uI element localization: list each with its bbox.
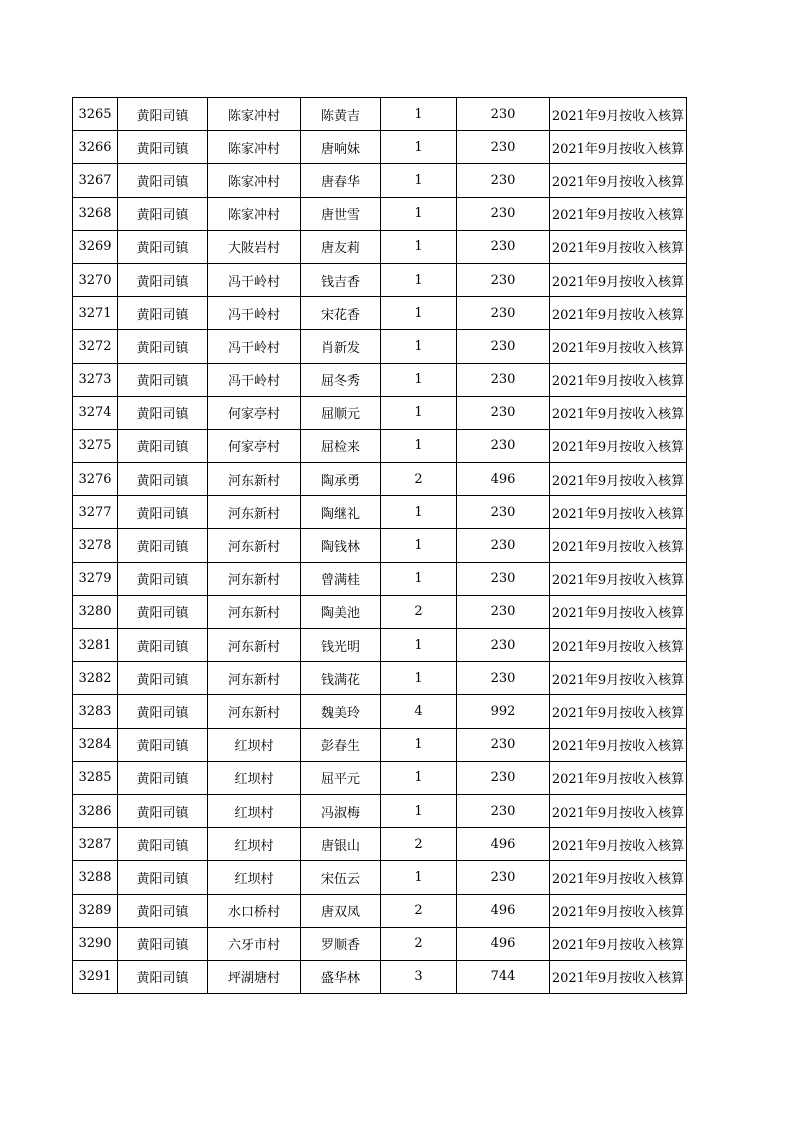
cell-amount: 230 — [457, 496, 550, 529]
cell-town: 黄阳司镇 — [118, 330, 208, 363]
cell-household-count: 1 — [381, 263, 457, 296]
cell-amount: 230 — [457, 794, 550, 827]
cell-note: 2021年9月按收入核算 — [550, 629, 687, 662]
cell-amount: 230 — [457, 761, 550, 794]
cell-serial-number: 3283 — [73, 695, 118, 728]
cell-amount: 230 — [457, 230, 550, 263]
table-row — [73, 197, 687, 230]
cell-town: 黄阳司镇 — [118, 396, 208, 429]
cell-note: 2021年9月按收入核算 — [550, 429, 687, 462]
table-row — [73, 894, 687, 927]
cell-amount: 992 — [457, 695, 550, 728]
cell-note: 2021年9月按收入核算 — [550, 662, 687, 695]
cell-household-count: 3 — [381, 960, 457, 993]
cell-town: 黄阳司镇 — [118, 761, 208, 794]
cell-town: 黄阳司镇 — [118, 562, 208, 595]
table-row — [73, 927, 687, 960]
cell-town: 黄阳司镇 — [118, 695, 208, 728]
cell-note: 2021年9月按收入核算 — [550, 230, 687, 263]
cell-name: 陶美池 — [301, 595, 381, 628]
table-row — [73, 429, 687, 462]
cell-amount: 230 — [457, 629, 550, 662]
cell-town: 黄阳司镇 — [118, 629, 208, 662]
cell-town: 黄阳司镇 — [118, 960, 208, 993]
cell-town: 黄阳司镇 — [118, 595, 208, 628]
cell-serial-number: 3281 — [73, 629, 118, 662]
table-row — [73, 960, 687, 993]
cell-village: 河东新村 — [208, 629, 301, 662]
cell-serial-number: 3269 — [73, 230, 118, 263]
cell-serial-number: 3287 — [73, 828, 118, 861]
cell-village: 坪湖塘村 — [208, 960, 301, 993]
cell-name: 冯淑梅 — [301, 794, 381, 827]
table-row — [73, 496, 687, 529]
cell-serial-number: 3291 — [73, 960, 118, 993]
cell-village: 冯干岭村 — [208, 263, 301, 296]
cell-amount: 496 — [457, 828, 550, 861]
table-row — [73, 695, 687, 728]
cell-household-count: 1 — [381, 363, 457, 396]
table-body — [73, 98, 687, 994]
data-table — [72, 97, 687, 994]
table-row — [73, 330, 687, 363]
cell-household-count: 2 — [381, 595, 457, 628]
cell-amount: 230 — [457, 330, 550, 363]
cell-note: 2021年9月按收入核算 — [550, 396, 687, 429]
cell-village: 红坝村 — [208, 861, 301, 894]
cell-town: 黄阳司镇 — [118, 728, 208, 761]
table-row — [73, 728, 687, 761]
cell-village: 河东新村 — [208, 562, 301, 595]
cell-village: 河东新村 — [208, 595, 301, 628]
table-row — [73, 662, 687, 695]
cell-note: 2021年9月按收入核算 — [550, 131, 687, 164]
cell-village: 冯干岭村 — [208, 363, 301, 396]
cell-town: 黄阳司镇 — [118, 927, 208, 960]
cell-town: 黄阳司镇 — [118, 794, 208, 827]
cell-household-count: 1 — [381, 396, 457, 429]
cell-name: 钱光明 — [301, 629, 381, 662]
cell-village: 水口桥村 — [208, 894, 301, 927]
cell-village: 河东新村 — [208, 695, 301, 728]
table-row — [73, 396, 687, 429]
cell-amount: 230 — [457, 396, 550, 429]
cell-household-count: 2 — [381, 463, 457, 496]
cell-amount: 230 — [457, 595, 550, 628]
cell-village: 何家亭村 — [208, 429, 301, 462]
cell-village: 河东新村 — [208, 463, 301, 496]
table-row — [73, 828, 687, 861]
cell-note: 2021年9月按收入核算 — [550, 761, 687, 794]
cell-village: 红坝村 — [208, 761, 301, 794]
cell-serial-number: 3271 — [73, 297, 118, 330]
cell-town: 黄阳司镇 — [118, 894, 208, 927]
cell-village: 冯干岭村 — [208, 297, 301, 330]
cell-note: 2021年9月按收入核算 — [550, 562, 687, 595]
cell-name: 屈顺元 — [301, 396, 381, 429]
cell-amount: 496 — [457, 927, 550, 960]
cell-name: 唐响妹 — [301, 131, 381, 164]
cell-amount: 230 — [457, 131, 550, 164]
cell-village: 河东新村 — [208, 662, 301, 695]
cell-household-count: 1 — [381, 131, 457, 164]
cell-serial-number: 3266 — [73, 131, 118, 164]
cell-household-count: 1 — [381, 330, 457, 363]
cell-name: 宋花香 — [301, 297, 381, 330]
cell-name: 陈黄吉 — [301, 98, 381, 131]
cell-note: 2021年9月按收入核算 — [550, 297, 687, 330]
cell-household-count: 2 — [381, 927, 457, 960]
cell-village: 河东新村 — [208, 496, 301, 529]
cell-town: 黄阳司镇 — [118, 98, 208, 131]
cell-amount: 230 — [457, 164, 550, 197]
cell-amount: 230 — [457, 529, 550, 562]
cell-name: 屈检来 — [301, 429, 381, 462]
cell-serial-number: 3280 — [73, 595, 118, 628]
cell-household-count: 1 — [381, 629, 457, 662]
cell-serial-number: 3273 — [73, 363, 118, 396]
cell-note: 2021年9月按收入核算 — [550, 98, 687, 131]
cell-town: 黄阳司镇 — [118, 197, 208, 230]
cell-town: 黄阳司镇 — [118, 131, 208, 164]
table-row — [73, 263, 687, 296]
cell-name: 魏美玲 — [301, 695, 381, 728]
cell-serial-number: 3265 — [73, 98, 118, 131]
cell-serial-number: 3267 — [73, 164, 118, 197]
table-row — [73, 562, 687, 595]
cell-town: 黄阳司镇 — [118, 861, 208, 894]
cell-note: 2021年9月按收入核算 — [550, 164, 687, 197]
cell-serial-number: 3284 — [73, 728, 118, 761]
cell-note: 2021年9月按收入核算 — [550, 197, 687, 230]
table-row — [73, 629, 687, 662]
cell-town: 黄阳司镇 — [118, 662, 208, 695]
cell-household-count: 1 — [381, 496, 457, 529]
cell-note: 2021年9月按收入核算 — [550, 330, 687, 363]
cell-name: 陶钱林 — [301, 529, 381, 562]
cell-note: 2021年9月按收入核算 — [550, 529, 687, 562]
cell-amount: 230 — [457, 429, 550, 462]
cell-household-count: 1 — [381, 98, 457, 131]
cell-name: 肖新发 — [301, 330, 381, 363]
table-row — [73, 463, 687, 496]
cell-serial-number: 3272 — [73, 330, 118, 363]
cell-household-count: 2 — [381, 828, 457, 861]
cell-note: 2021年9月按收入核算 — [550, 728, 687, 761]
cell-town: 黄阳司镇 — [118, 164, 208, 197]
cell-village: 陈家冲村 — [208, 98, 301, 131]
cell-village: 红坝村 — [208, 828, 301, 861]
table-row — [73, 529, 687, 562]
table-row — [73, 297, 687, 330]
cell-town: 黄阳司镇 — [118, 828, 208, 861]
cell-village: 红坝村 — [208, 794, 301, 827]
cell-household-count: 1 — [381, 662, 457, 695]
cell-serial-number: 3274 — [73, 396, 118, 429]
cell-name: 唐银山 — [301, 828, 381, 861]
cell-amount: 230 — [457, 98, 550, 131]
cell-name: 唐世雪 — [301, 197, 381, 230]
cell-village: 红坝村 — [208, 728, 301, 761]
cell-note: 2021年9月按收入核算 — [550, 927, 687, 960]
cell-amount: 230 — [457, 861, 550, 894]
cell-town: 黄阳司镇 — [118, 496, 208, 529]
cell-village: 陈家冲村 — [208, 164, 301, 197]
cell-name: 钱满花 — [301, 662, 381, 695]
table-row — [73, 164, 687, 197]
cell-household-count: 1 — [381, 728, 457, 761]
cell-amount: 230 — [457, 728, 550, 761]
table-row — [73, 230, 687, 263]
cell-name: 宋伍云 — [301, 861, 381, 894]
cell-amount: 496 — [457, 894, 550, 927]
cell-household-count: 1 — [381, 230, 457, 263]
cell-name: 唐友莉 — [301, 230, 381, 263]
cell-village: 何家亭村 — [208, 396, 301, 429]
table-row — [73, 595, 687, 628]
cell-note: 2021年9月按收入核算 — [550, 960, 687, 993]
cell-town: 黄阳司镇 — [118, 429, 208, 462]
cell-serial-number: 3270 — [73, 263, 118, 296]
cell-serial-number: 3278 — [73, 529, 118, 562]
cell-serial-number: 3285 — [73, 761, 118, 794]
cell-town: 黄阳司镇 — [118, 463, 208, 496]
cell-name: 陶继礼 — [301, 496, 381, 529]
cell-note: 2021年9月按收入核算 — [550, 828, 687, 861]
cell-town: 黄阳司镇 — [118, 297, 208, 330]
cell-name: 屈平元 — [301, 761, 381, 794]
cell-note: 2021年9月按收入核算 — [550, 695, 687, 728]
cell-note: 2021年9月按收入核算 — [550, 263, 687, 296]
cell-household-count: 1 — [381, 197, 457, 230]
cell-name: 唐双凤 — [301, 894, 381, 927]
cell-serial-number: 3279 — [73, 562, 118, 595]
cell-serial-number: 3275 — [73, 429, 118, 462]
table-row — [73, 794, 687, 827]
cell-serial-number: 3276 — [73, 463, 118, 496]
cell-household-count: 2 — [381, 894, 457, 927]
cell-household-count: 1 — [381, 529, 457, 562]
cell-village: 陈家冲村 — [208, 197, 301, 230]
table-row — [73, 98, 687, 131]
cell-name: 盛华林 — [301, 960, 381, 993]
cell-town: 黄阳司镇 — [118, 363, 208, 396]
cell-note: 2021年9月按收入核算 — [550, 496, 687, 529]
table-row — [73, 131, 687, 164]
cell-household-count: 1 — [381, 861, 457, 894]
cell-amount: 230 — [457, 263, 550, 296]
cell-household-count: 1 — [381, 429, 457, 462]
cell-amount: 230 — [457, 197, 550, 230]
cell-name: 钱吉香 — [301, 263, 381, 296]
cell-note: 2021年9月按收入核算 — [550, 861, 687, 894]
cell-town: 黄阳司镇 — [118, 230, 208, 263]
cell-note: 2021年9月按收入核算 — [550, 595, 687, 628]
cell-amount: 496 — [457, 463, 550, 496]
cell-note: 2021年9月按收入核算 — [550, 894, 687, 927]
cell-name: 唐春华 — [301, 164, 381, 197]
cell-serial-number: 3282 — [73, 662, 118, 695]
cell-household-count: 1 — [381, 164, 457, 197]
cell-household-count: 1 — [381, 297, 457, 330]
cell-household-count: 1 — [381, 562, 457, 595]
cell-name: 罗顺香 — [301, 927, 381, 960]
cell-note: 2021年9月按收入核算 — [550, 363, 687, 396]
cell-name: 屈冬秀 — [301, 363, 381, 396]
cell-amount: 744 — [457, 960, 550, 993]
cell-amount: 230 — [457, 297, 550, 330]
cell-village: 冯干岭村 — [208, 330, 301, 363]
cell-household-count: 1 — [381, 761, 457, 794]
cell-note: 2021年9月按收入核算 — [550, 794, 687, 827]
cell-serial-number: 3288 — [73, 861, 118, 894]
cell-name: 彭春生 — [301, 728, 381, 761]
cell-amount: 230 — [457, 562, 550, 595]
cell-household-count: 1 — [381, 794, 457, 827]
cell-village: 六牙市村 — [208, 927, 301, 960]
cell-serial-number: 3289 — [73, 894, 118, 927]
cell-serial-number: 3268 — [73, 197, 118, 230]
cell-household-count: 4 — [381, 695, 457, 728]
cell-amount: 230 — [457, 662, 550, 695]
cell-town: 黄阳司镇 — [118, 263, 208, 296]
cell-amount: 230 — [457, 363, 550, 396]
cell-serial-number: 3277 — [73, 496, 118, 529]
cell-name: 陶承勇 — [301, 463, 381, 496]
cell-serial-number: 3286 — [73, 794, 118, 827]
table-row — [73, 363, 687, 396]
cell-village: 大陂岩村 — [208, 230, 301, 263]
cell-note: 2021年9月按收入核算 — [550, 463, 687, 496]
cell-town: 黄阳司镇 — [118, 529, 208, 562]
cell-name: 曾满桂 — [301, 562, 381, 595]
table-row — [73, 861, 687, 894]
cell-village: 陈家冲村 — [208, 131, 301, 164]
cell-village: 河东新村 — [208, 529, 301, 562]
cell-serial-number: 3290 — [73, 927, 118, 960]
table-row — [73, 761, 687, 794]
